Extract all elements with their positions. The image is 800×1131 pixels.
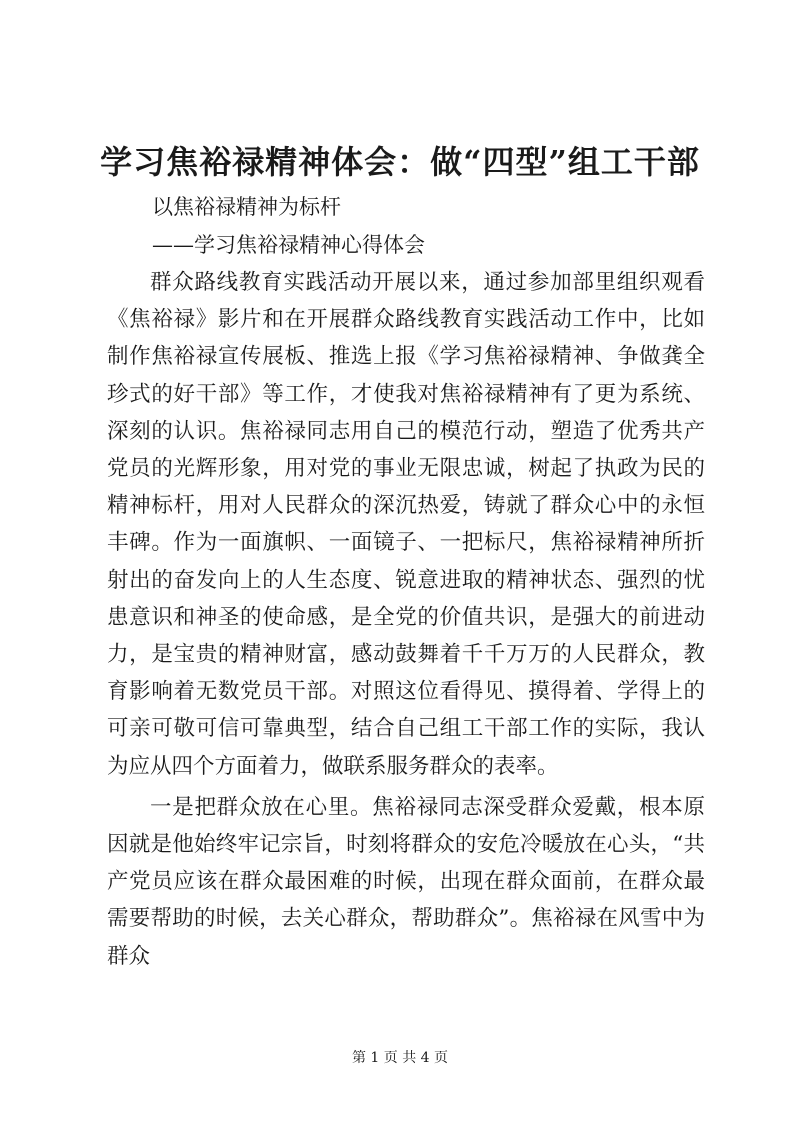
page-footer: 第 1 页 共 4 页: [351, 1050, 449, 1066]
document-body: [107, 264, 705, 975]
document-subtitle-1: 以焦裕禄精神为标杆: [152, 195, 341, 219]
document-subtitle-2: ——学习焦裕禄精神心得体会: [152, 233, 425, 257]
document-title: 学习焦裕禄精神体会：做“四型”组工干部: [100, 143, 700, 181]
body-paragraph-2: 一是把群众放在心里。焦裕禄同志深受群众爱戴，根本原因就是他始终牢记宗旨，时刻将群众的安危冷暖放在心头，“共产党员应该在群众最困难的时候，出现在群众面前，在群众最需要帮助的时候，去关心群众，帮助群众”。焦裕禄在风雪中为群众: [107, 794, 705, 969]
body-paragraph-1: 群众路线教育实践活动开展以来，通过参加部里组织观看《焦裕禄》影片和在开展群众路线教育实践活动工作中，比如制作焦裕禄宣传展板、推选上报《学习焦裕禄精神、争做龚全珍式的好干部》等工作，才使我对焦裕禄精神有了更为系统、深刻的认识。焦裕禄同志用自己的模范行动，塑造了优秀共产党员的光辉形象，用对党的事业无限忠诚，树起了执政为民的精神标杆，用对人民群众的深沉热爱，铸就了群众心中的永恒丰碑。作为一面旗帜、一面镜子、一把标尺，焦裕禄精神所折射出的奋发向上的人生态度、锐意进取的精神状态、强烈的忧患意识和神圣的使命感，是全党的价值共识，是强大的前进动力，是宝贵的精神财富，感动鼓舞着千千万万的人民群众，教育影响着无数党员干部。对照这位看得见、摸得着、学得上的可亲可敬可信可靠典型，结合自己组工干部工作的实际，我认为应从四个方面着力，做联系服务群众的表率。: [107, 270, 705, 779]
